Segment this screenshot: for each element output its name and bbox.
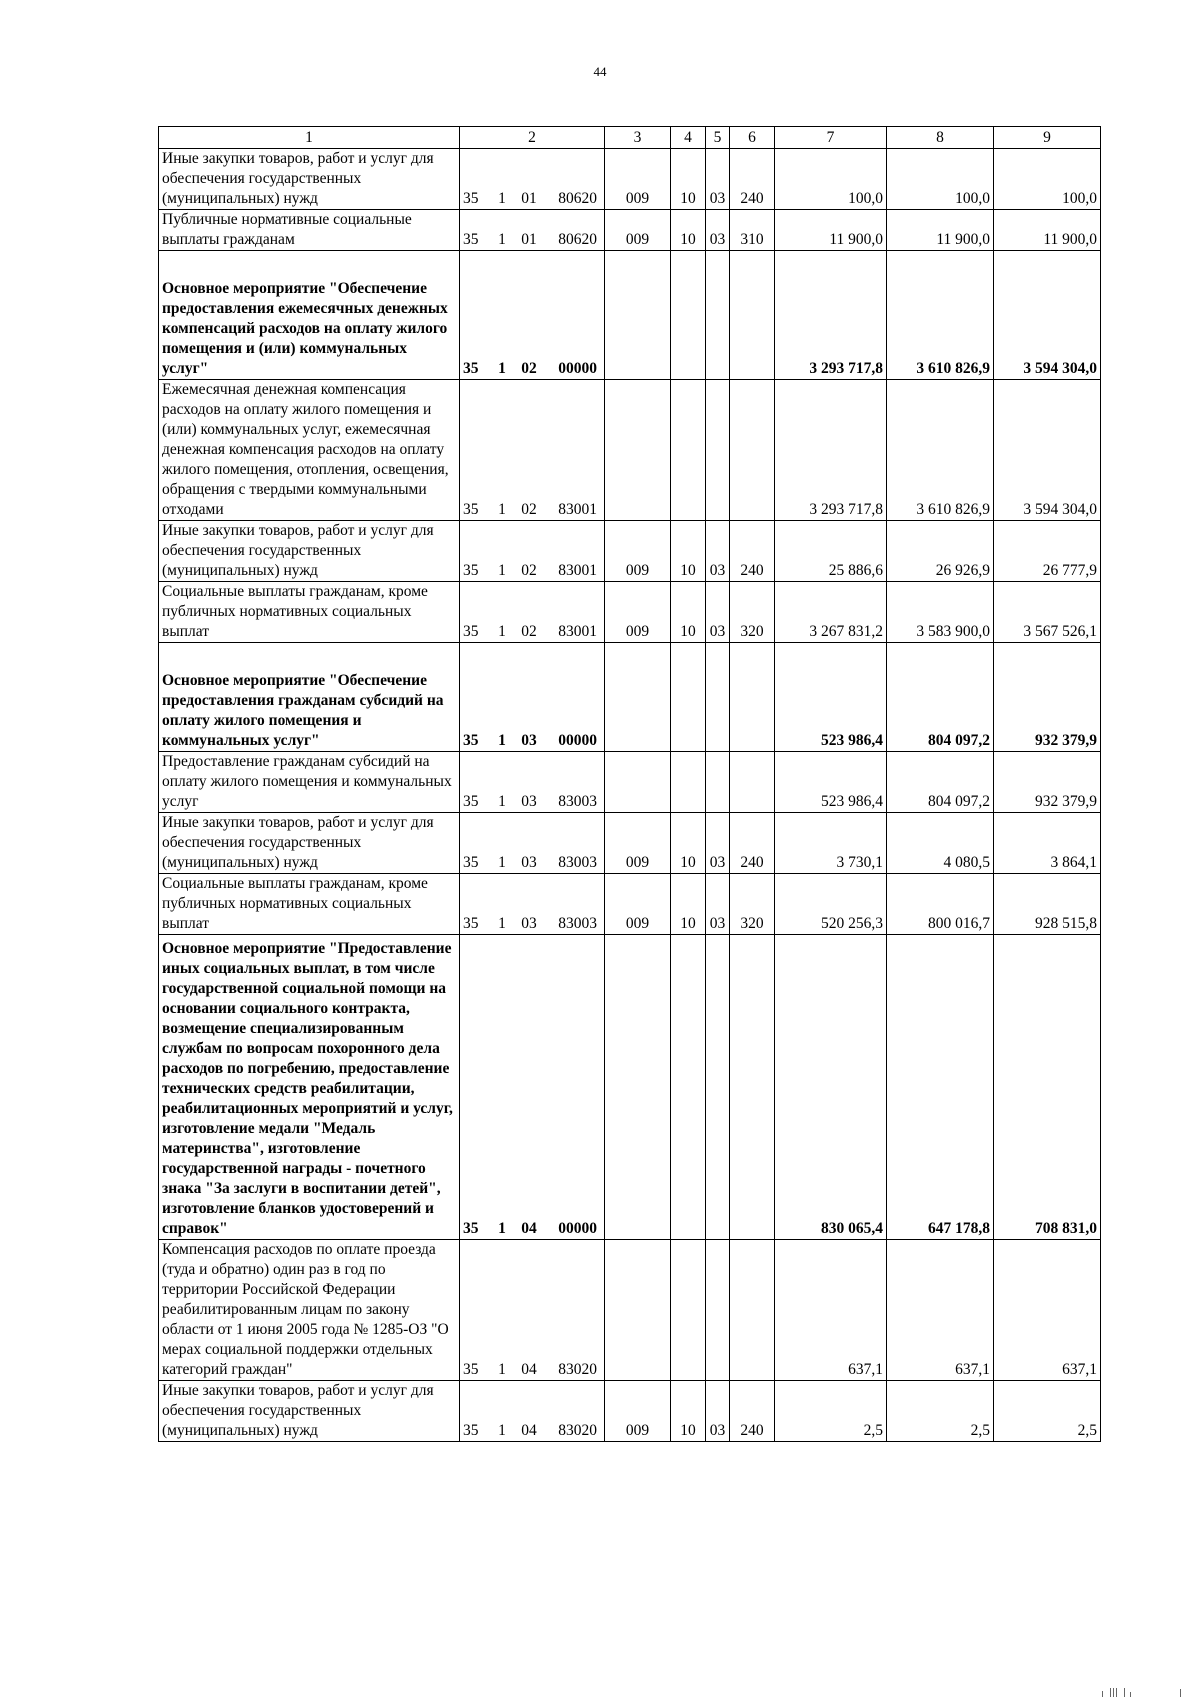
target-article-code-cell (460, 210, 605, 251)
department-code-cell (605, 935, 671, 1240)
code-part: 1 (498, 562, 506, 579)
target-article-code-cell (460, 1240, 605, 1381)
code-part: 04 (521, 1220, 537, 1237)
code-part: 35 (463, 915, 479, 932)
amount-year1-cell: 3 730,1 (775, 813, 887, 874)
department-code-cell: 009 (605, 149, 671, 210)
section-code-cell (671, 935, 706, 1240)
target-article-code-cell (460, 874, 605, 935)
row-name-cell: Основное мероприятие "Обеспечение предоставления гражданам субсидий на оплату жилого помещения и коммунальных услуг" (159, 643, 460, 752)
section-code-cell: 10 (671, 1381, 706, 1442)
code-part: 35 (463, 854, 479, 871)
expense-type-cell: 310 (730, 210, 775, 251)
code-part: 83001 (558, 501, 597, 518)
code-part: 02 (521, 501, 537, 518)
row-name-cell: Публичные нормативные социальные выплаты гражданам (159, 210, 460, 251)
department-code-cell: 009 (605, 1381, 671, 1442)
section-code-cell (671, 380, 706, 521)
target-article-code-cell (460, 813, 605, 874)
table-row (159, 149, 1101, 210)
code-part: 1 (498, 854, 506, 871)
amount-year1-cell: 3 293 717,8 (775, 251, 887, 380)
amount-year2-cell: 804 097,2 (887, 752, 994, 813)
target-article-code-cell (460, 380, 605, 521)
amount-year2-cell: 26 926,9 (887, 521, 994, 582)
code-part: 83003 (558, 915, 597, 932)
subsection-code-cell (706, 752, 730, 813)
budget-table (158, 126, 1101, 1442)
expense-type-cell (730, 380, 775, 521)
subsection-code-cell: 03 (706, 813, 730, 874)
target-article-code-cell (460, 521, 605, 582)
code-part: 35 (463, 1220, 479, 1237)
amount-year1-cell: 523 986,4 (775, 643, 887, 752)
subsection-code-cell (706, 380, 730, 521)
row-name-cell: Иные закупки товаров, работ и услуг для обеспечения государственных (муниципальных) нужд (159, 813, 460, 874)
code-part: 03 (521, 793, 537, 810)
code-part: 1 (498, 1361, 506, 1378)
department-code-cell (605, 752, 671, 813)
amount-year2-cell: 647 178,8 (887, 935, 994, 1240)
column-header: 8 (887, 127, 994, 149)
subsection-code-cell: 03 (706, 521, 730, 582)
target-article-code-cell (460, 1381, 605, 1442)
row-name-cell: Социальные выплаты гражданам, кроме публичных нормативных социальных выплат (159, 582, 460, 643)
code-part: 35 (463, 231, 479, 248)
section-code-cell (671, 643, 706, 752)
expense-type-cell: 240 (730, 149, 775, 210)
subsection-code-cell: 03 (706, 874, 730, 935)
row-name-cell: Компенсация расходов по оплате проезда (туда и обратно) один раз в год по территории Российской Федерации реабилитированным лицам по закону области от 1 июня 2005 года № 1285-ОЗ "О мерах социальной поддержки отдельных категорий граждан" (159, 1240, 460, 1381)
amount-year2-cell: 11 900,0 (887, 210, 994, 251)
target-article-code-cell (460, 643, 605, 752)
row-name-cell: Иные закупки товаров, работ и услуг для обеспечения государственных (муниципальных) нужд (159, 1381, 460, 1442)
department-code-cell: 009 (605, 210, 671, 251)
amount-year3-cell: 11 900,0 (994, 210, 1101, 251)
table-row (159, 210, 1101, 251)
amount-year3-cell: 100,0 (994, 149, 1101, 210)
amount-year3-cell: 26 777,9 (994, 521, 1101, 582)
code-part: 80620 (558, 190, 597, 207)
amount-year2-cell: 804 097,2 (887, 643, 994, 752)
code-part: 02 (521, 623, 537, 640)
expense-type-cell: 320 (730, 582, 775, 643)
expense-type-cell (730, 251, 775, 380)
department-code-cell (605, 1240, 671, 1381)
target-article-code-cell (460, 149, 605, 210)
amount-year1-cell: 25 886,6 (775, 521, 887, 582)
table-row (159, 874, 1101, 935)
section-code-cell: 10 (671, 874, 706, 935)
amount-year1-cell: 637,1 (775, 1240, 887, 1381)
amount-year1-cell: 3 267 831,2 (775, 582, 887, 643)
code-part: 35 (463, 732, 479, 749)
code-part: 35 (463, 1422, 479, 1439)
table-row (159, 521, 1101, 582)
code-part: 1 (498, 190, 506, 207)
department-code-cell: 009 (605, 813, 671, 874)
code-part: 35 (463, 623, 479, 640)
code-part: 00000 (558, 360, 597, 377)
column-header: 5 (706, 127, 730, 149)
department-code-cell: 009 (605, 874, 671, 935)
code-part: 35 (463, 501, 479, 518)
amount-year3-cell: 3 864,1 (994, 813, 1101, 874)
code-part: 83001 (558, 623, 597, 640)
subsection-code-cell: 03 (706, 1381, 730, 1442)
department-code-cell: 009 (605, 582, 671, 643)
code-part: 35 (463, 1361, 479, 1378)
code-part: 1 (498, 1422, 506, 1439)
code-part: 1 (498, 732, 506, 749)
department-code-cell (605, 643, 671, 752)
code-part: 01 (521, 231, 537, 248)
section-code-cell: 10 (671, 813, 706, 874)
section-code-cell: 10 (671, 210, 706, 251)
section-code-cell: 10 (671, 149, 706, 210)
expense-type-cell: 240 (730, 521, 775, 582)
code-part: 02 (521, 562, 537, 579)
code-part: 02 (521, 360, 537, 377)
code-part: 1 (498, 231, 506, 248)
section-row (159, 251, 1101, 380)
code-part: 1 (498, 360, 506, 377)
column-header: 9 (994, 127, 1101, 149)
code-part: 1 (498, 623, 506, 640)
subsection-code-cell (706, 251, 730, 380)
row-name-cell: Основное мероприятие "Предоставление иных социальных выплат, в том числе государственной социальной помощи на основании социального контракта, возмещение специализированным службам по вопросам похоронного дела расходов по погребению, предоставление технических средств реабилитации, реабилитационных мероприятий и услуг, изготовление медали "Медаль материнства", изготовление государственной награды - почетного знака "За заслуги в воспитании детей", изготовление бланков удостоверений и справок" (159, 935, 460, 1240)
code-part: 83003 (558, 793, 597, 810)
amount-year3-cell: 3 567 526,1 (994, 582, 1101, 643)
amount-year2-cell: 100,0 (887, 149, 994, 210)
code-part: 00000 (558, 732, 597, 749)
amount-year2-cell: 637,1 (887, 1240, 994, 1381)
code-part: 83020 (558, 1422, 597, 1439)
column-header: 1 (159, 127, 460, 149)
amount-year3-cell: 637,1 (994, 1240, 1101, 1381)
amount-year2-cell: 800 016,7 (887, 874, 994, 935)
code-part: 01 (521, 190, 537, 207)
amount-year2-cell: 3 610 826,9 (887, 251, 994, 380)
target-article-code-cell (460, 935, 605, 1240)
section-row (159, 643, 1101, 752)
department-code-cell: 009 (605, 521, 671, 582)
target-article-code-cell (460, 251, 605, 380)
section-code-cell (671, 752, 706, 813)
amount-year3-cell: 2,5 (994, 1381, 1101, 1442)
amount-year2-cell: 4 080,5 (887, 813, 994, 874)
code-part: 00000 (558, 1220, 597, 1237)
expense-type-cell (730, 752, 775, 813)
column-header: 2 (460, 127, 605, 149)
amount-year1-cell: 523 986,4 (775, 752, 887, 813)
target-article-code-cell (460, 752, 605, 813)
code-part: 83001 (558, 562, 597, 579)
amount-year3-cell: 928 515,8 (994, 874, 1101, 935)
department-code-cell (605, 380, 671, 521)
code-part: 03 (521, 854, 537, 871)
expense-type-cell (730, 1240, 775, 1381)
row-name-cell: Иные закупки товаров, работ и услуг для обеспечения государственных (муниципальных) нужд (159, 149, 460, 210)
row-name-cell: Ежемесячная денежная компенсация расходов на оплату жилого помещения и (или) коммунальных услуг, ежемесячная денежная компенсация расходов на оплату жилого помещения, отопления, освещения, обращения с твердыми коммунальными отходами (159, 380, 460, 521)
column-header: 4 (671, 127, 706, 149)
code-part: 35 (463, 793, 479, 810)
section-code-cell (671, 1240, 706, 1381)
amount-year1-cell: 520 256,3 (775, 874, 887, 935)
table-header-row (159, 127, 1101, 149)
amount-year2-cell: 2,5 (887, 1381, 994, 1442)
expense-type-cell: 240 (730, 1381, 775, 1442)
amount-year3-cell: 3 594 304,0 (994, 251, 1101, 380)
code-part: 35 (463, 562, 479, 579)
expense-type-cell (730, 643, 775, 752)
table-row (159, 1240, 1101, 1381)
code-part: 04 (521, 1422, 537, 1439)
table-row (159, 752, 1101, 813)
amount-year3-cell: 932 379,9 (994, 643, 1101, 752)
subsection-code-cell: 03 (706, 149, 730, 210)
amount-year2-cell: 3 583 900,0 (887, 582, 994, 643)
section-row (159, 935, 1101, 1240)
table-row (159, 582, 1101, 643)
code-part: 1 (498, 501, 506, 518)
table-row (159, 1381, 1101, 1442)
code-part: 83003 (558, 854, 597, 871)
code-part: 03 (521, 915, 537, 932)
column-header: 6 (730, 127, 775, 149)
expense-type-cell: 320 (730, 874, 775, 935)
row-name-cell: Предоставление гражданам субсидий на оплату жилого помещения и коммунальных услуг (159, 752, 460, 813)
code-part: 83020 (558, 1361, 597, 1378)
department-code-cell (605, 251, 671, 380)
amount-year1-cell: 2,5 (775, 1381, 887, 1442)
page-number: 44 (593, 64, 607, 79)
subsection-code-cell (706, 643, 730, 752)
table-row (159, 813, 1101, 874)
row-name-cell: Основное мероприятие "Обеспечение предоставления ежемесячных денежных компенсаций расходов на оплату жилого помещения и (или) коммунальных услуг" (159, 251, 460, 380)
amount-year3-cell: 3 594 304,0 (994, 380, 1101, 521)
code-part: 35 (463, 360, 479, 377)
section-code-cell: 10 (671, 521, 706, 582)
subsection-code-cell: 03 (706, 582, 730, 643)
amount-year2-cell: 3 610 826,9 (887, 380, 994, 521)
amount-year3-cell: 932 379,9 (994, 752, 1101, 813)
column-header: 7 (775, 127, 887, 149)
section-code-cell (671, 251, 706, 380)
amount-year1-cell: 830 065,4 (775, 935, 887, 1240)
code-part: 35 (463, 190, 479, 207)
amount-year1-cell: 100,0 (775, 149, 887, 210)
subsection-code-cell: 03 (706, 210, 730, 251)
amount-year1-cell: 3 293 717,8 (775, 380, 887, 521)
subsection-code-cell (706, 935, 730, 1240)
column-header: 3 (605, 127, 671, 149)
row-name-cell: Социальные выплаты гражданам, кроме публичных нормативных социальных выплат (159, 874, 460, 935)
code-part: 1 (498, 1220, 506, 1237)
amount-year3-cell: 708 831,0 (994, 935, 1101, 1240)
code-part: 03 (521, 732, 537, 749)
table-row (159, 380, 1101, 521)
expense-type-cell (730, 935, 775, 1240)
code-part: 04 (521, 1361, 537, 1378)
target-article-code-cell (460, 582, 605, 643)
code-part: 80620 (558, 231, 597, 248)
expense-type-cell: 240 (730, 813, 775, 874)
row-name-cell: Иные закупки товаров, работ и услуг для обеспечения государственных (муниципальных) нужд (159, 521, 460, 582)
code-part: 1 (498, 915, 506, 932)
section-code-cell: 10 (671, 582, 706, 643)
amount-year1-cell: 11 900,0 (775, 210, 887, 251)
code-part: 1 (498, 793, 506, 810)
scan-marks (1096, 1685, 1200, 1697)
subsection-code-cell (706, 1240, 730, 1381)
